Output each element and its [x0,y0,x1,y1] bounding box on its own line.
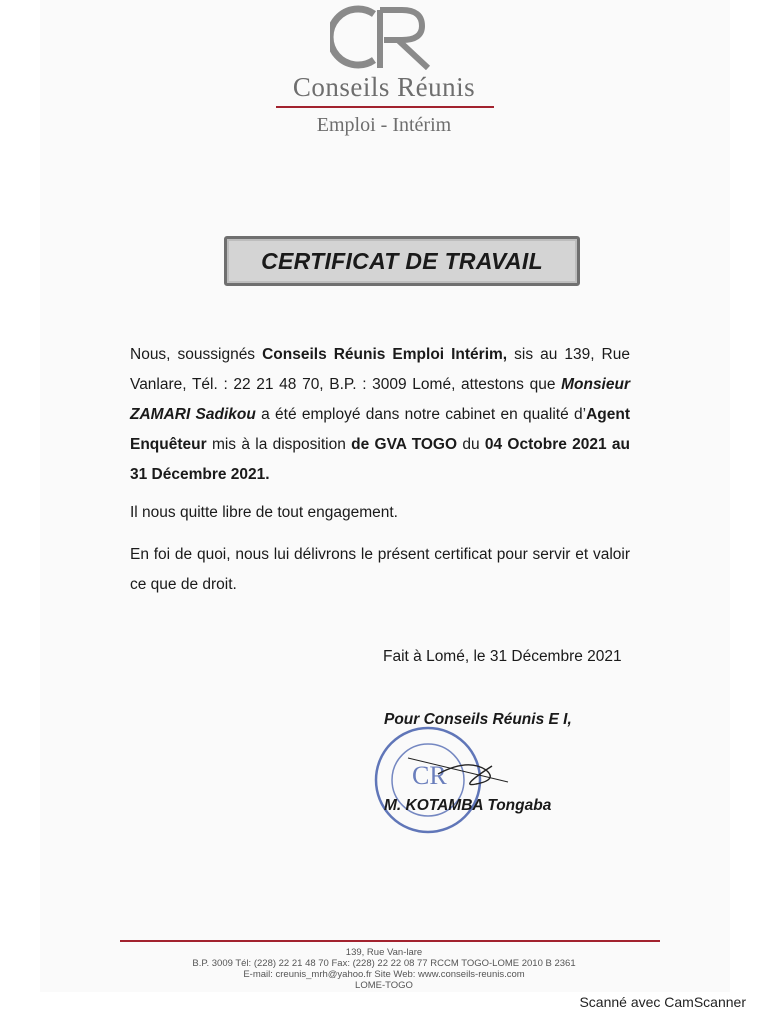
employer-name: Conseils Réunis Emploi Intérim, [262,346,508,363]
company-stamp-icon [368,718,518,843]
text-run: Nous, soussignés [130,346,263,363]
footer-line: 139, Rue Van-lare [345,947,423,958]
text-run: mis à la disposition [206,436,352,453]
signature-for-label: Pour Conseils Réunis E I, [384,711,572,728]
cr-logo-icon [330,4,440,70]
footer-divider [120,940,660,942]
footer-line: LOME-TOGO [355,980,413,991]
employment-period: 04 Octobre 2021 au 31 Décembre 2021. [130,436,631,483]
title-box [224,236,580,286]
text-run: sis au 139, Rue Vanlare, Tél. : 22 21 48 70, B.P. : 3009 Lomé, attestons que [130,346,630,393]
release-paragraph: Il nous quitte libre de tout engagement. [130,504,398,521]
svg-text:CR: CR [412,761,447,790]
document-title: CERTIFICAT DE TRAVAIL [261,247,543,274]
job-title: Agent Enquêteur [130,406,630,453]
closing-paragraph: En foi de quoi, nous lui délivrons le présent certificat pour servir et valoir ce que de droit. [130,546,630,593]
company-divider [276,106,494,108]
client-company: de GVA TOGO [351,436,458,453]
scanner-watermark: Scanné avec CamScanner [579,994,746,1010]
footer-address [0,947,768,991]
scanned-page [40,0,730,992]
company-name: Conseils Réunis [292,72,476,102]
employee-name: Monsieur ZAMARI Sadikou [130,376,630,423]
place-date: Fait à Lomé, le 31 Décembre 2021 [383,648,622,665]
company-subtitle: Emploi - Intérim [316,114,452,136]
footer-line: B.P. 3009 Tél: (228) 22 21 48 70 Fax: (228) 22 22 08 77 RCCM TOGO-LOME 2010 B 2361 [192,958,576,969]
signatory-name: M. KOTAMBA Tongaba [384,797,552,814]
text-run: a été employé dans notre cabinet en qualité d’ [255,406,587,423]
attestation-paragraph [130,340,630,490]
text-run: du [457,436,485,453]
footer-line: E-mail: creunis_mrh@yahoo.fr Site Web: www.conseils-reunis.com [243,969,525,980]
